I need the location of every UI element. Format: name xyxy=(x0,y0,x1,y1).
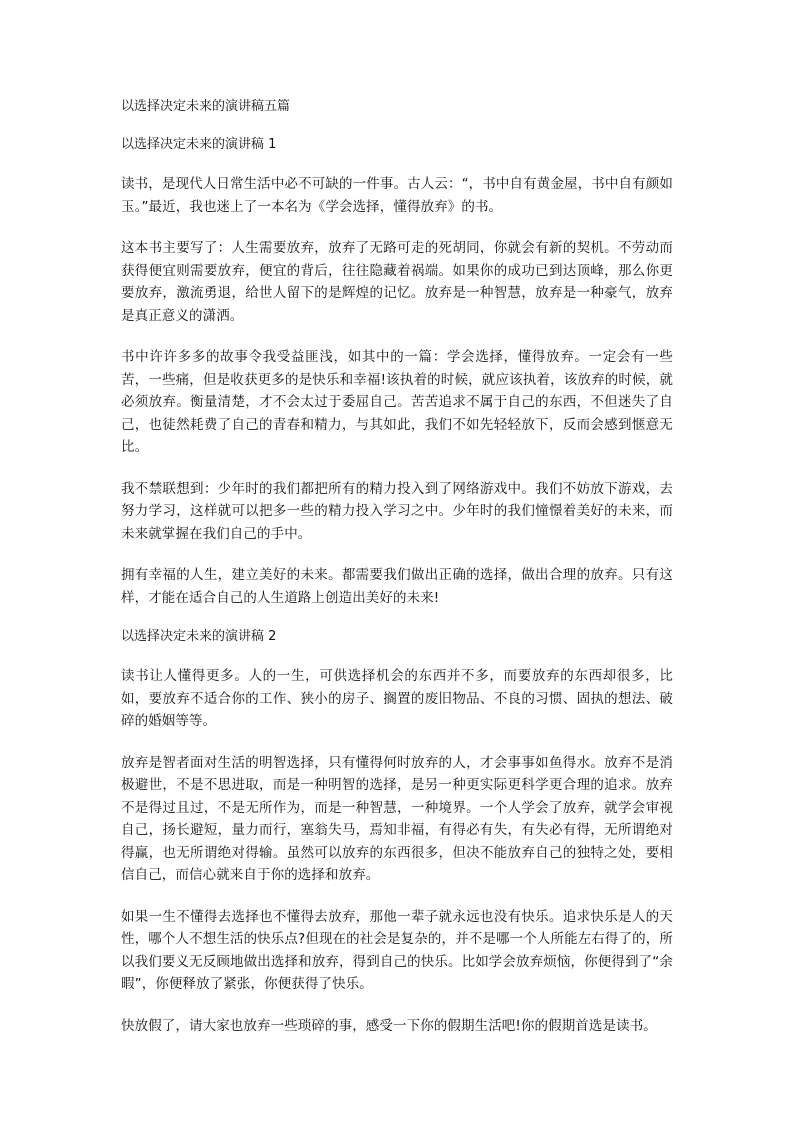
paragraph: 读书让人懂得更多。人的一生，可供选择机会的东西并不多，而要放弃的东西却很多，比如，要放弃不适合你的工作、狭小的房子、搁置的废旧物品、不良的习惯、固执的想法、破碎的婚姻等等。 xyxy=(121,668,673,729)
paragraph: 读书，是现代人日常生活中必不可缺的一件事。古人云：“，书中自有黄金屋，书中自有颜如玉。”最近，我也迷上了一本名为《学会选择，懂得放弃》的书。 xyxy=(121,176,673,215)
paragraph: 拥有幸福的人生，建立美好的未来。都需要我们做出正确的选择，做出合理的放弃。只有这样，才能在适合自己的人生道路上创造出美好的未来! xyxy=(121,567,673,606)
paragraph: 这本书主要写了：人生需要放弃，放弃了无路可走的死胡同，你就会有新的契机。不劳动而获得便宜则需要放弃，便宜的背后，往往隐藏着祸端。如果你的成功已到达顶峰，那么你更要放弃，激流勇退，给世人留下的是辉煌的记忆。放弃是一种智慧，放弃是一种豪气，放弃是真正意义的潇洒。 xyxy=(121,240,673,324)
section-heading: 以选择决定未来的演讲稿 2 xyxy=(121,629,277,644)
paragraph: 我不禁联想到：少年时的我们都把所有的精力投入到了网络游戏中。我们不妨放下游戏，去努力学习，这样就可以把多一些的精力投入学习之中。少年时的我们憧憬着美好的未来，而未来就掌握在我们自己的手中。 xyxy=(121,480,673,542)
paragraph: 放弃是智者面对生活的明智选择，只有懂得何时放弃的人，才会事事如鱼得水。放弃不是消极避世，不是不思进取，而是一种明智的选择，是另一种更实际更科学更合理的追求。放弃不是得过且过，不是无所作为，而是一种智慧，一种境界。一个人学会了放弃，就学会审视自己，扬长避短，量力而行，塞翁失马，焉知非福，有得必有失，有失必有得，无所谓绝对得赢，也无所谓绝对得输。虽然可以放弃的东西很多，但决不能放弃自己的独特之处，要相信自己，而信心就来自于你的选择和放弃。 xyxy=(121,754,673,883)
paragraph: 快放假了，请大家也放弃一些琐碎的事，感受一下你的假期生活吧!你的假期首选是读书。 xyxy=(121,1017,657,1034)
document-content xyxy=(121,98,673,1056)
paragraph: 如果一生不懂得去选择也不懂得去放弃，那他一辈子就永远也没有快乐。追求快乐是人的天性，哪个人不想生活的快乐点?但现在的社会是复杂的，并不是哪一个人所能左右得了的，所以我们要义无反顾地做出选择和放弃，得到自己的快乐。比如学会放弃烦恼，你便得到了“余暇”，你便释放了紧张，你便获得了快乐。 xyxy=(121,908,673,992)
speech-section-1 xyxy=(121,136,673,609)
paragraph: 书中许许多多的故事令我受益匪浅，如其中的一篇：学会选择，懂得放弃。一定会有一些苦，一些痛，但是收获更多的是快乐和幸福!该执着的时候，就应该执着，该放弃的时候，就必须放弃。衡量清楚，才不会太过于委屈自己。苦苦追求不属于自己的东西，不但迷失了自己，也徒然耗费了自己的青春和精力，与其如此，我们不如先轻轻放下，反而会感到惬意无比。 xyxy=(121,349,673,455)
section-heading: 以选择决定未来的演讲稿 1 xyxy=(121,137,277,152)
document-title: 以选择决定未来的演讲稿五篇 xyxy=(121,99,291,114)
speech-section-2 xyxy=(121,628,673,1037)
